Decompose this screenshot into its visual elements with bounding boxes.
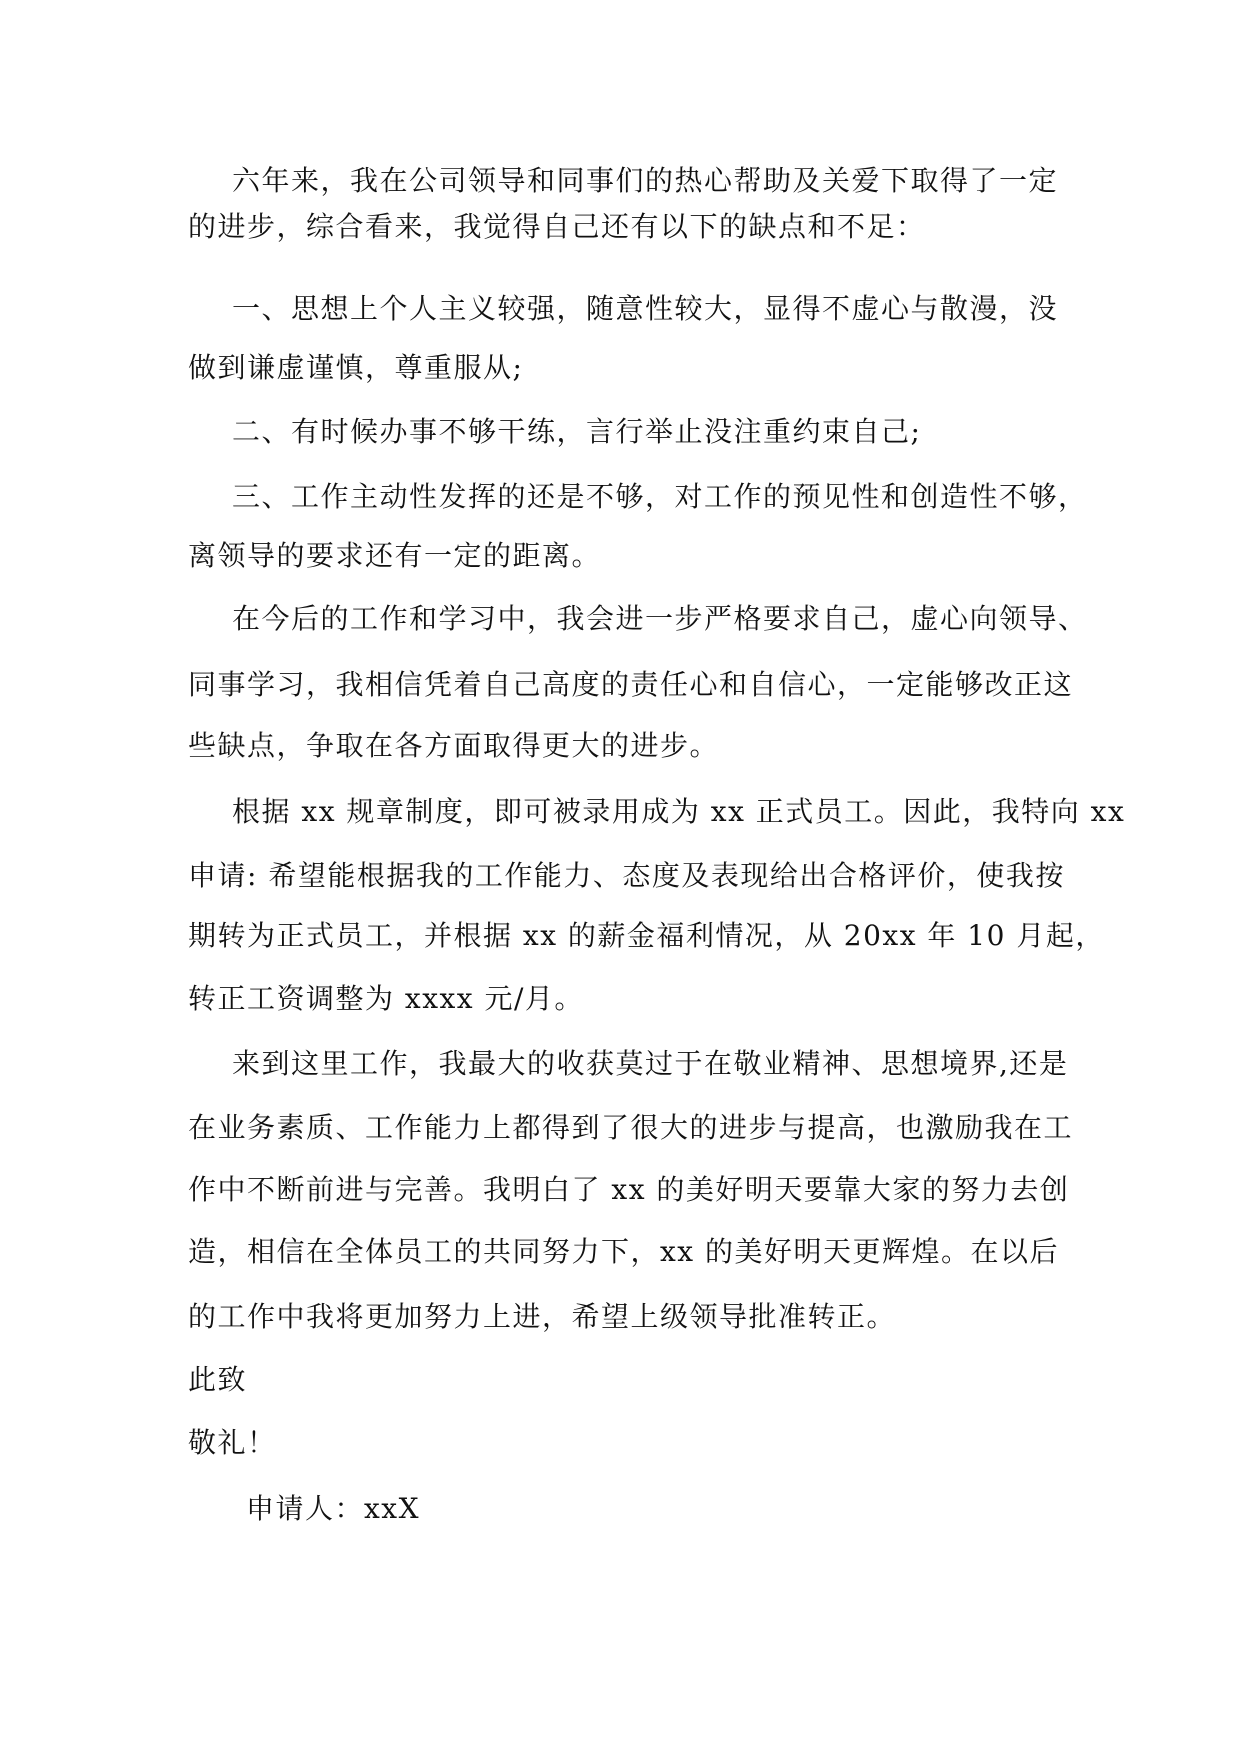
paragraph-4-line-2: 在业务素质、工作能力上都得到了很大的进步与提高，也激励我在工 <box>188 1111 1074 1144</box>
point-3-line-2: 离领导的要求还有一定的距离。 <box>188 539 602 572</box>
paragraph-3-line-1: 根据 xx 规章制度，即可被录用成为 xx 正式员工。因此，我特向 xx <box>232 795 1126 828</box>
point-1-line-2: 做到谦虚谨慎，尊重服从; <box>188 351 524 384</box>
point-3-line-1: 三、工作主动性发挥的还是不够，对工作的预见性和创造性不够， <box>232 480 1088 513</box>
closing-salute: 敬礼！ <box>188 1426 277 1459</box>
paragraph-3-line-3: 期转为正式员工，并根据 xx 的薪金福利情况，从 20xx 年 10 月起， <box>188 919 1105 952</box>
closing-greeting: 此致 <box>188 1363 248 1396</box>
paragraph-3-line-4: 转正工资调整为 xxxx 元/月。 <box>188 982 584 1015</box>
paragraph-4-line-4: 造，相信在全体员工的共同努力下，xx 的美好明天更辉煌。在以后 <box>188 1235 1059 1268</box>
paragraph-4-line-3: 作中不断前进与完善。我明白了 xx 的美好明天要靠大家的努力去创 <box>188 1173 1070 1206</box>
paragraph-3-line-2: 申请: 希望能根据我的工作能力、态度及表现给出合格评价，使我按 <box>188 859 1065 892</box>
paragraph-2-line-2: 同事学习，我相信凭着自己高度的责任心和自信心，一定能够改正这 <box>188 668 1074 701</box>
paragraph-4-line-5: 的工作中我将更加努力上进，希望上级领导批准转正。 <box>188 1300 897 1333</box>
paragraph-2-line-1: 在今后的工作和学习中，我会进一步严格要求自己，虚心向领导、 <box>232 602 1088 635</box>
paragraph-1-line-2: 的进步，综合看来，我觉得自己还有以下的缺点和不足： <box>188 210 926 243</box>
paragraph-4-line-1: 来到这里工作，我最大的收获莫过于在敬业精神、思想境界,还是 <box>232 1047 1069 1080</box>
paragraph-2-line-3: 些缺点，争取在各方面取得更大的进步。 <box>188 729 720 762</box>
applicant-signature: 申请人：xxX <box>246 1492 421 1525</box>
point-2-line-1: 二、有时候办事不够干练，言行举止没注重约束自己; <box>232 415 922 448</box>
paragraph-1-line-1: 六年来，我在公司领导和同事们的热心帮助及关爱下取得了一定 <box>232 164 1059 197</box>
point-1-line-1: 一、思想上个人主义较强，随意性较大，显得不虚心与散漫，没 <box>232 292 1059 325</box>
